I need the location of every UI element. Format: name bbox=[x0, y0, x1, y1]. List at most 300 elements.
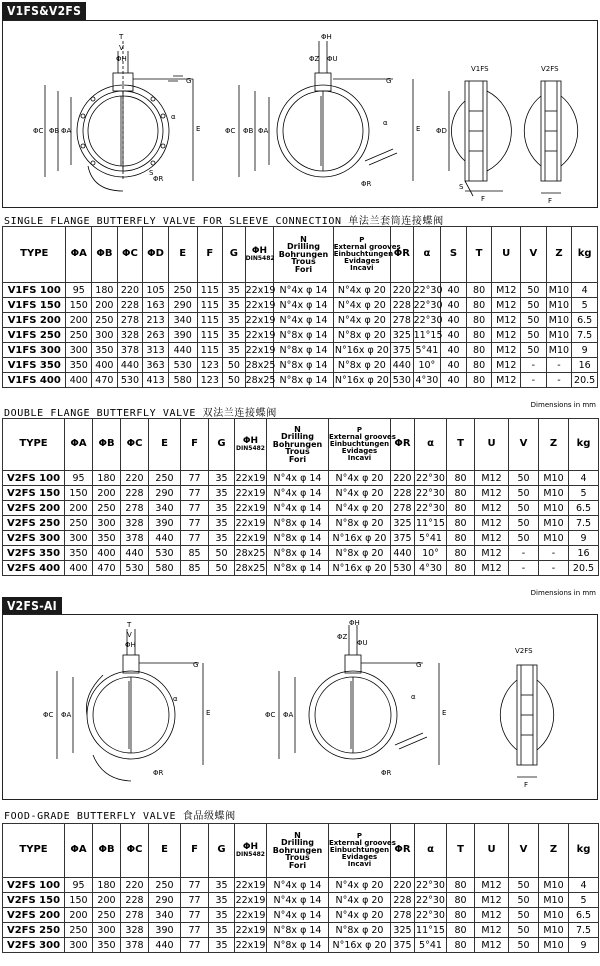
table-cell: N°4x φ 14 bbox=[267, 893, 329, 908]
table-cell: N°4x φ 20 bbox=[333, 313, 390, 328]
table-cell: 400 bbox=[92, 358, 118, 373]
svg-text:V: V bbox=[127, 631, 132, 639]
table-row bbox=[3, 328, 598, 343]
header-h-label: ΦH bbox=[242, 841, 259, 852]
table-cell: 77 bbox=[181, 486, 209, 501]
table-cell: 530 bbox=[117, 373, 143, 388]
table-cell: 290 bbox=[149, 486, 181, 501]
svg-text:ΦB: ΦB bbox=[49, 127, 60, 135]
table-row bbox=[3, 298, 598, 313]
cell-type: V1FS 400 bbox=[3, 373, 66, 388]
svg-text:G: G bbox=[193, 661, 199, 669]
svg-text:F: F bbox=[481, 195, 486, 203]
spec-table-double-flange bbox=[2, 418, 599, 576]
table-cell: 85 bbox=[181, 561, 209, 576]
table-cell: 123 bbox=[197, 358, 223, 373]
svg-text:α: α bbox=[411, 693, 416, 701]
header-c: ΦC bbox=[121, 824, 149, 878]
table-cell: M10 bbox=[539, 878, 569, 893]
table-cell: 300 bbox=[66, 343, 92, 358]
header-z: Z bbox=[546, 227, 572, 283]
table-cell: 278 bbox=[391, 908, 415, 923]
header-n-l3: Trous bbox=[285, 447, 310, 457]
table-cell: 350 bbox=[65, 546, 93, 561]
section-badge-v1fs-v2fs: V1FS&V2FS bbox=[2, 2, 86, 20]
dimensions-note-1: Dimensions in mm bbox=[530, 401, 596, 409]
cell-type: V2FS 100 bbox=[3, 878, 65, 893]
table-cell: 390 bbox=[168, 328, 197, 343]
header-n-l2: Bohrungen bbox=[272, 439, 323, 449]
table-cell: M12 bbox=[475, 561, 509, 576]
diagram-panel-top bbox=[2, 20, 598, 208]
valve-side-view-v2fs bbox=[524, 81, 577, 193]
header-alpha: α bbox=[413, 227, 441, 283]
cell-type: V2FS 300 bbox=[3, 938, 65, 953]
svg-text:ΦC: ΦC bbox=[33, 127, 44, 135]
table-cell: 470 bbox=[92, 373, 118, 388]
cell-type: V2FS 200 bbox=[3, 501, 65, 516]
table-cell: 300 bbox=[65, 938, 93, 953]
header-p-l1: External grooves bbox=[333, 243, 401, 251]
table-cell: N°8x φ 20 bbox=[333, 328, 390, 343]
spec-table-food-grade bbox=[2, 823, 599, 953]
svg-text:F: F bbox=[524, 781, 529, 789]
table-cell: N°8x φ 14 bbox=[267, 938, 329, 953]
table-cell: - bbox=[509, 561, 539, 576]
table-cell: N°4x φ 20 bbox=[329, 501, 391, 516]
table-cell: 115 bbox=[197, 313, 223, 328]
table-cell: 77 bbox=[181, 938, 209, 953]
header-p-l2: Einbuchtungen bbox=[329, 846, 390, 854]
table-cell: M12 bbox=[492, 373, 521, 388]
table-cell: 150 bbox=[65, 486, 93, 501]
svg-text:ΦB: ΦB bbox=[243, 127, 254, 135]
table-cell: 228 bbox=[117, 298, 143, 313]
table-cell: - bbox=[539, 561, 569, 576]
table-cell: 300 bbox=[93, 516, 121, 531]
table-cell: 530 bbox=[391, 373, 414, 388]
table-cell: 5°41 bbox=[415, 531, 447, 546]
table-cell: M12 bbox=[475, 501, 509, 516]
header-r: ΦR bbox=[391, 419, 415, 471]
header-h-sub: DIN5482 bbox=[236, 851, 265, 859]
cell-type: V1FS 300 bbox=[3, 343, 66, 358]
svg-text:ΦC: ΦC bbox=[43, 711, 54, 719]
table-cell: 9 bbox=[572, 343, 598, 358]
svg-text:G: G bbox=[186, 77, 192, 85]
header-n-l0: N bbox=[294, 830, 301, 840]
table-cell: M10 bbox=[539, 908, 569, 923]
table-cell: M10 bbox=[546, 343, 572, 358]
table-cell: 35 bbox=[209, 486, 235, 501]
table-cell: 378 bbox=[117, 343, 143, 358]
header-p bbox=[329, 419, 396, 471]
svg-text:ΦZ: ΦZ bbox=[309, 55, 320, 63]
table-cell: - bbox=[539, 546, 569, 561]
table-cell: 95 bbox=[65, 471, 93, 486]
header-c: ΦC bbox=[117, 227, 143, 283]
header-n-l4: Fori bbox=[294, 264, 313, 274]
table-cell: 180 bbox=[92, 283, 118, 298]
table-cell: 28x25 bbox=[235, 562, 266, 574]
cell-type: V1FS 150 bbox=[3, 298, 66, 313]
table-cell: 7.5 bbox=[569, 516, 599, 531]
table-cell: 22x19 bbox=[235, 879, 266, 891]
table-cell: 250 bbox=[65, 516, 93, 531]
table-cell: 85 bbox=[181, 546, 209, 561]
table-cell: 50 bbox=[509, 516, 539, 531]
table-cell: 115 bbox=[197, 328, 223, 343]
header-h-sub: DIN5482 bbox=[245, 255, 275, 263]
table-row bbox=[3, 938, 599, 953]
food-valve-side-view-v2fs bbox=[500, 665, 553, 777]
table-cell: 325 bbox=[391, 923, 415, 938]
svg-text:ΦH: ΦH bbox=[116, 55, 127, 63]
table-cell: 80 bbox=[447, 486, 475, 501]
food-side-view-label-v2fs: V2FS bbox=[515, 647, 533, 655]
table-cell: 22x19 bbox=[235, 894, 266, 906]
table-cell: M10 bbox=[539, 516, 569, 531]
table-row bbox=[3, 486, 599, 501]
cell-type: V1FS 100 bbox=[3, 283, 66, 298]
table-cell: M10 bbox=[546, 283, 572, 298]
table-cell: N°4x φ 20 bbox=[329, 908, 391, 923]
header-e: E bbox=[149, 419, 181, 471]
table-cell: M12 bbox=[475, 923, 509, 938]
table-cell: 180 bbox=[93, 878, 121, 893]
table-cell: 50 bbox=[521, 343, 547, 358]
table-cell: 22°30 bbox=[416, 909, 445, 921]
svg-text:F: F bbox=[548, 197, 553, 205]
svg-text:ΦA: ΦA bbox=[258, 127, 269, 135]
header-v: V bbox=[509, 419, 539, 471]
technical-drawing-food-grade bbox=[3, 615, 597, 799]
header-u: U bbox=[492, 227, 521, 283]
table-cell: N°4x φ 14 bbox=[267, 878, 329, 893]
table-cell: 5°41 bbox=[413, 343, 441, 358]
header-alpha: α bbox=[415, 824, 447, 878]
table3-caption: FOOD-GRADE BUTTERFLY VALVE 食品级蝶阀 bbox=[4, 811, 236, 822]
table-cell: 375 bbox=[391, 343, 414, 358]
header-type: TYPE bbox=[3, 824, 65, 878]
table-cell: N°8x φ 20 bbox=[329, 516, 391, 531]
header-n-l2: Bohrungen bbox=[278, 249, 329, 259]
table-cell: 20.5 bbox=[572, 373, 598, 388]
cell-type: V2FS 250 bbox=[3, 923, 65, 938]
header-n bbox=[274, 227, 333, 283]
header-n-l1: Drilling bbox=[287, 242, 320, 252]
svg-text:V: V bbox=[119, 44, 124, 52]
table-cell: 35 bbox=[223, 343, 246, 358]
header-h bbox=[245, 227, 274, 283]
table-cell: N°8x φ 20 bbox=[329, 546, 391, 561]
table-cell: 6.5 bbox=[572, 313, 598, 328]
table-cell: 213 bbox=[143, 313, 169, 328]
valve-front-view-double-flange bbox=[239, 41, 413, 181]
table-cell: 35 bbox=[209, 471, 235, 486]
table-cell: 228 bbox=[391, 486, 415, 501]
table-row bbox=[3, 908, 599, 923]
table-cell: N°4x φ 20 bbox=[329, 471, 391, 486]
header-p-l0: P bbox=[356, 832, 363, 840]
table-cell: 50 bbox=[209, 561, 235, 576]
table-cell: 300 bbox=[92, 328, 118, 343]
header-p-l3: Evidages bbox=[341, 447, 378, 455]
table-cell: N°16x φ 20 bbox=[329, 561, 391, 576]
table-cell: 50 bbox=[509, 471, 539, 486]
header-kg: kg bbox=[569, 419, 599, 471]
header-n-l2: Bohrungen bbox=[272, 845, 323, 855]
svg-text:G: G bbox=[386, 77, 392, 85]
table-cell: 290 bbox=[168, 298, 197, 313]
table-cell: N°4x φ 20 bbox=[329, 878, 391, 893]
table-cell: M12 bbox=[492, 283, 521, 298]
header-r: ΦR bbox=[391, 227, 414, 283]
table-cell: 77 bbox=[181, 531, 209, 546]
table-cell: 20.5 bbox=[569, 561, 599, 576]
header-n-l1: Drilling bbox=[281, 838, 314, 848]
table-cell: 150 bbox=[65, 893, 93, 908]
header-n-l0: N bbox=[300, 234, 307, 244]
table-cell: 340 bbox=[168, 313, 197, 328]
table-cell: 80 bbox=[447, 938, 475, 953]
table-row bbox=[3, 561, 599, 576]
header-kg: kg bbox=[569, 824, 599, 878]
section-badge-v2fs-ai: V2FS-AI bbox=[2, 597, 62, 615]
table-cell: N°8x φ 14 bbox=[274, 328, 333, 343]
table-cell: 22x19 bbox=[235, 939, 266, 951]
table-cell: 77 bbox=[181, 878, 209, 893]
table-cell: 22x19 bbox=[235, 532, 266, 544]
table-cell: 50 bbox=[509, 531, 539, 546]
table-cell: 325 bbox=[391, 516, 415, 531]
svg-text:S: S bbox=[149, 169, 154, 177]
table-cell: M12 bbox=[475, 908, 509, 923]
header-p-l3: Evidages bbox=[341, 853, 378, 861]
table-cell: - bbox=[521, 358, 547, 373]
cell-type: V1FS 200 bbox=[3, 313, 66, 328]
header-h-label: ΦH bbox=[251, 245, 268, 256]
header-type: TYPE bbox=[3, 227, 66, 283]
table-cell: 250 bbox=[65, 923, 93, 938]
table-cell: M12 bbox=[475, 516, 509, 531]
table-cell: 7.5 bbox=[569, 923, 599, 938]
table-cell: 340 bbox=[149, 501, 181, 516]
table-row bbox=[3, 878, 599, 893]
table-cell: M12 bbox=[475, 486, 509, 501]
table-cell: 35 bbox=[223, 298, 246, 313]
table-cell: 375 bbox=[391, 531, 415, 546]
table-cell: M12 bbox=[475, 531, 509, 546]
table-cell: 363 bbox=[143, 358, 169, 373]
svg-text:ΦA: ΦA bbox=[61, 127, 72, 135]
table-cell: 220 bbox=[391, 283, 414, 298]
table-cell: 440 bbox=[149, 938, 181, 953]
svg-text:T: T bbox=[119, 33, 124, 41]
svg-text:ΦR: ΦR bbox=[381, 769, 392, 777]
svg-text:ΦC: ΦC bbox=[265, 711, 276, 719]
table-cell: 22x19 bbox=[245, 344, 276, 356]
header-f: F bbox=[181, 824, 209, 878]
table-cell: 400 bbox=[65, 561, 93, 576]
table-cell: 200 bbox=[65, 908, 93, 923]
svg-text:ΦD: ΦD bbox=[436, 127, 447, 135]
table-cell: - bbox=[521, 373, 547, 388]
table-cell: 80 bbox=[447, 531, 475, 546]
table-cell: 220 bbox=[117, 283, 143, 298]
svg-text:E: E bbox=[442, 709, 447, 717]
header-p-l3: Evidages bbox=[344, 257, 380, 265]
table-cell: 390 bbox=[149, 516, 181, 531]
table-cell: 28x25 bbox=[245, 359, 276, 371]
valve-side-view-v1fs bbox=[449, 81, 511, 196]
table-cell: 35 bbox=[209, 938, 235, 953]
table-row bbox=[3, 343, 598, 358]
table-cell: M10 bbox=[546, 313, 572, 328]
header-t: T bbox=[447, 824, 475, 878]
table-cell: 400 bbox=[66, 373, 92, 388]
table-cell: 22x19 bbox=[235, 472, 266, 484]
header-n-l3: Trous bbox=[291, 257, 316, 267]
header-n-l0: N bbox=[294, 424, 301, 434]
svg-text:T: T bbox=[127, 621, 132, 629]
table-cell: 50 bbox=[209, 546, 235, 561]
header-v: V bbox=[509, 824, 539, 878]
table-cell: 300 bbox=[93, 923, 121, 938]
table-cell: M10 bbox=[546, 328, 572, 343]
cell-type: V1FS 250 bbox=[3, 328, 66, 343]
svg-text:ΦH: ΦH bbox=[349, 619, 360, 627]
table-cell: 16 bbox=[572, 358, 598, 373]
table-cell: 470 bbox=[93, 561, 121, 576]
table-cell: 4°30 bbox=[413, 373, 441, 388]
header-t: T bbox=[447, 419, 475, 471]
table-cell: 95 bbox=[66, 283, 92, 298]
header-g: G bbox=[209, 419, 235, 471]
table-cell: N°16x φ 20 bbox=[329, 938, 391, 953]
table-cell: 375 bbox=[391, 938, 415, 953]
table-cell: 28x25 bbox=[235, 547, 266, 559]
table-cell: 10° bbox=[413, 358, 441, 373]
svg-text:ΦC: ΦC bbox=[225, 127, 236, 135]
table-cell: M12 bbox=[492, 298, 521, 313]
header-n bbox=[267, 824, 329, 878]
table-cell: 22x19 bbox=[245, 284, 276, 296]
cell-type: V2FS 300 bbox=[3, 531, 65, 546]
table-cell: 80 bbox=[447, 546, 475, 561]
table-cell: 95 bbox=[65, 878, 93, 893]
table-cell: 77 bbox=[181, 501, 209, 516]
table-cell: 22°30 bbox=[416, 487, 445, 499]
header-z: Z bbox=[539, 824, 569, 878]
table-cell: 77 bbox=[181, 923, 209, 938]
header-kg: kg bbox=[572, 227, 598, 283]
header-s: S bbox=[441, 227, 467, 283]
table-row bbox=[3, 893, 599, 908]
table-cell: - bbox=[509, 546, 539, 561]
table-cell: N°4x φ 20 bbox=[329, 893, 391, 908]
table-row bbox=[3, 501, 599, 516]
table-cell: 250 bbox=[93, 908, 121, 923]
svg-text:ΦU: ΦU bbox=[357, 639, 368, 647]
svg-text:E: E bbox=[196, 125, 201, 133]
header-n-l1: Drilling bbox=[281, 432, 314, 442]
table-cell: 5°41 bbox=[415, 938, 447, 953]
table-cell: N°8x φ 14 bbox=[267, 923, 329, 938]
header-p-l2: Einbuchtungen bbox=[329, 440, 390, 448]
table-cell: 22x19 bbox=[235, 487, 266, 499]
table-cell: 6.5 bbox=[569, 908, 599, 923]
table-cell: 35 bbox=[209, 893, 235, 908]
table-cell: 80 bbox=[447, 561, 475, 576]
table-cell: 22x19 bbox=[235, 909, 266, 921]
table-cell: N°8x φ 14 bbox=[267, 531, 329, 546]
table-cell: 77 bbox=[181, 516, 209, 531]
header-p bbox=[329, 824, 396, 878]
table-cell: 22°30 bbox=[416, 879, 445, 891]
svg-text:E: E bbox=[416, 125, 421, 133]
table-row bbox=[3, 313, 598, 328]
table-cell: M10 bbox=[539, 923, 569, 938]
table-cell: 440 bbox=[391, 358, 414, 373]
table-cell: N°8x φ 14 bbox=[274, 358, 333, 373]
table-cell: 263 bbox=[143, 328, 169, 343]
table-cell: 440 bbox=[391, 546, 415, 561]
table-cell: 11°15 bbox=[413, 329, 443, 341]
svg-text:S: S bbox=[459, 183, 464, 191]
table-cell: 22°30 bbox=[413, 299, 443, 311]
header-p-l4: Incavi bbox=[347, 860, 372, 868]
table-cell: 4 bbox=[569, 878, 599, 893]
table-cell: 80 bbox=[447, 516, 475, 531]
header-p-l0: P bbox=[359, 236, 365, 244]
table-cell: - bbox=[546, 373, 572, 388]
table-cell: 22°30 bbox=[416, 472, 445, 484]
svg-text:ΦH: ΦH bbox=[125, 641, 136, 649]
svg-text:ΦZ: ΦZ bbox=[337, 633, 348, 641]
table-cell: 35 bbox=[209, 531, 235, 546]
table-cell: M10 bbox=[539, 893, 569, 908]
table-cell: M12 bbox=[492, 343, 521, 358]
table-cell: 163 bbox=[143, 298, 169, 313]
table-cell: 80 bbox=[466, 328, 492, 343]
table-cell: M12 bbox=[475, 546, 509, 561]
cell-type: V2FS 200 bbox=[3, 908, 65, 923]
table-row bbox=[3, 923, 599, 938]
header-a: ΦA bbox=[66, 227, 92, 283]
table-cell: 220 bbox=[121, 878, 149, 893]
header-u: U bbox=[475, 824, 509, 878]
table-cell: 22°30 bbox=[413, 314, 443, 326]
table-cell: M10 bbox=[546, 298, 572, 313]
header-a: ΦA bbox=[65, 824, 93, 878]
table-cell: 35 bbox=[209, 923, 235, 938]
table-cell: 50 bbox=[509, 501, 539, 516]
table-cell: 9 bbox=[569, 938, 599, 953]
header-type: TYPE bbox=[3, 419, 65, 471]
table-cell: 22x19 bbox=[235, 502, 266, 514]
table-cell: 115 bbox=[197, 343, 223, 358]
table-cell: 123 bbox=[197, 373, 223, 388]
table-cell: 220 bbox=[121, 471, 149, 486]
table-cell: N°4x φ 14 bbox=[267, 908, 329, 923]
table-cell: 200 bbox=[66, 313, 92, 328]
table-cell: 50 bbox=[223, 358, 246, 373]
table-cell: 580 bbox=[149, 561, 181, 576]
table-cell: 6.5 bbox=[569, 501, 599, 516]
table-cell: 250 bbox=[168, 283, 197, 298]
table-cell: 440 bbox=[117, 358, 143, 373]
